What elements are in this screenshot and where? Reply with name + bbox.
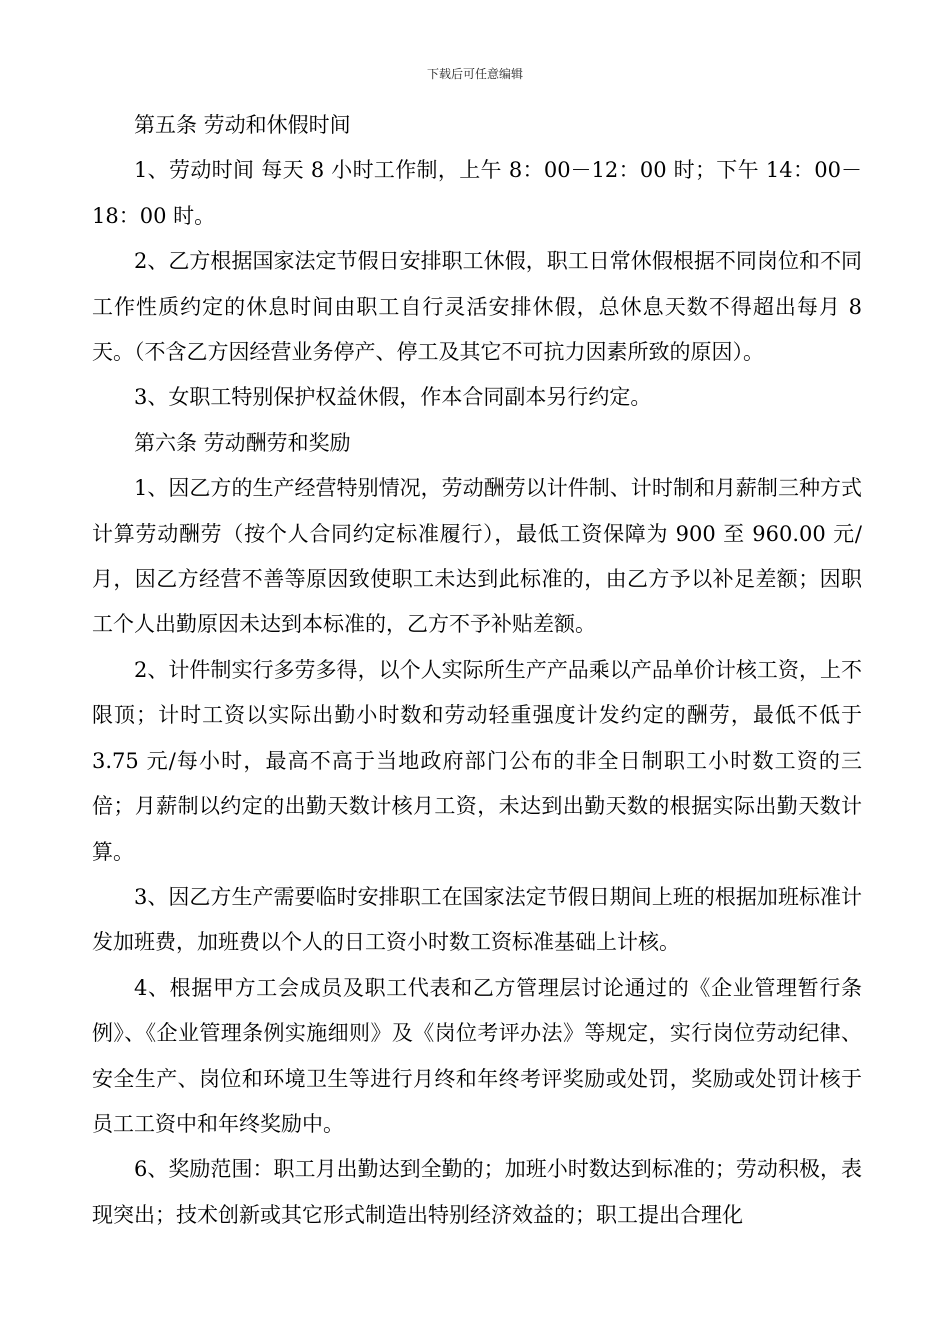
section-6-paragraph-4: 4、根据甲方工会成员及职工代表和乙方管理层讨论通过的《企业管理暂行条例》、《企业管理条例实施细则》及《岗位考评办法》等规定，实行岗位劳动纪律、安全生产、岗位和环境卫生等进行月终和年终考评奖励或处罚，奖励或处罚计核于员工工资中和年终奖励中。 xyxy=(92,975,862,1136)
section-5-title: 第五条 劳动和休假时间 xyxy=(134,113,351,137)
page-header-note: 下载后可任意编辑 xyxy=(426,67,523,81)
section-6-paragraph-3: 3、因乙方生产需要临时安排职工在国家法定节假日期间上班的根据加班标准计发加班费，加班费以个人的日工资小时数工资标准基础上计核。 xyxy=(92,884,862,955)
section-5-paragraph-2: 2、乙方根据国家法定节假日安排职工休假，职工日常休假根据不同岗位和不同工作性质约定的休息时间由职工自行灵活安排休假，总休息天数不得超出每月 8 天。（不含乙方因经营业务停产、停工及其它不可抗力因素所致的原因）。 xyxy=(92,249,862,365)
section-6-paragraph-6: 6、奖励范围：职工月出勤达到全勤的；加班小时数达到标准的；劳动积极，表现突出；技术创新或其它形式制造出特别经济效益的；职工提出合理化 xyxy=(92,1157,862,1227)
document-body xyxy=(92,103,862,1238)
section-6-title: 第六条 劳动酬劳和奖励 xyxy=(134,430,351,455)
section-6-paragraph-2: 2、计件制实行多劳多得，以个人实际所生产产品乘以产品单价计核工资，上不限顶；计时工资以实际出勤小时数和劳动轻重强度计发约定的酬劳，最低不低于 3.75 元/每小时，最高不高于当地政府部门公布的非全日制职工小时数工资的三倍；月薪制以约定的出勤天数计核月工资，未达到出勤天数的根据实际出勤天数计算。 xyxy=(92,657,862,864)
section-6-paragraph-1: 1、因乙方的生产经营特别情况，劳动酬劳以计件制、计时制和月薪制三种方式计算劳动酬劳（按个人合同约定标准履行），最低工资保障为 900 至 960.00 元/月，因乙方经营不善等原因致使职工未达到此标准的，由乙方予以补足差额；因职工个人出勤原因未达到本标准的，乙方不予补贴差额。 xyxy=(92,476,862,637)
section-5-paragraph-3: 3、女职工特别保护权益休假，作本合同副本另行约定。 xyxy=(134,385,652,410)
section-5-paragraph-1: 1、劳动时间 每天 8 小时工作制，上午 8：00－12：00 时；下午 14：00－18：00 时。 xyxy=(92,158,862,228)
